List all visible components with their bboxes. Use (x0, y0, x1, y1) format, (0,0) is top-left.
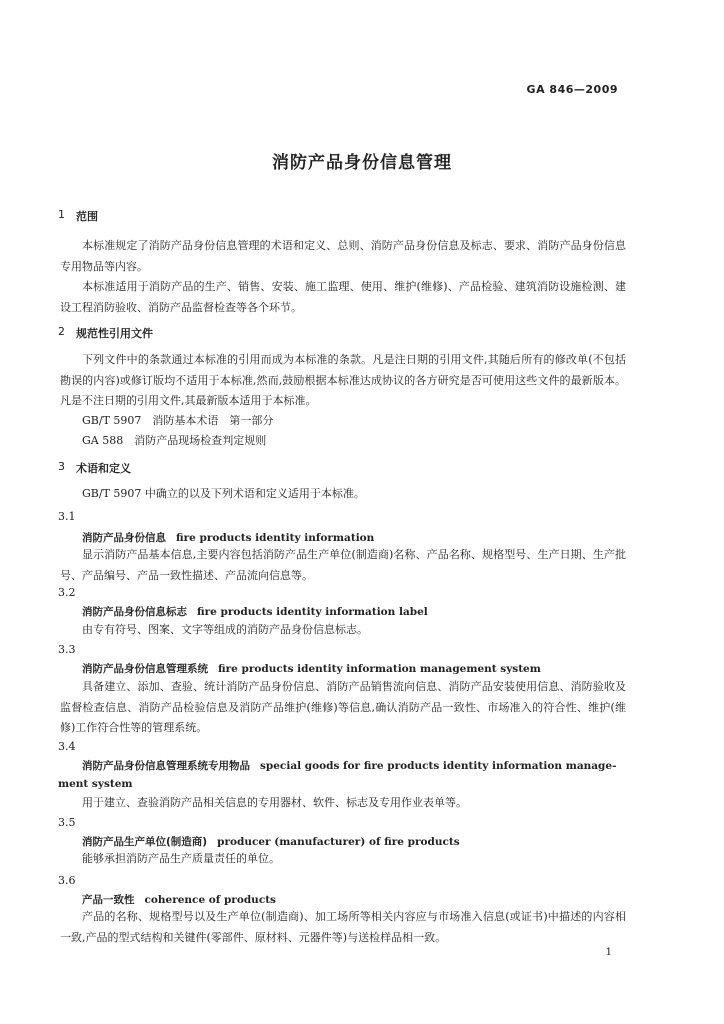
section-3-heading: 术语和定义 (76, 462, 131, 475)
term-3-1-en: fire products identity information (176, 532, 375, 544)
term-3-6-definition: 产品的名称、规格型号以及生产单位(制造商)、加工场所等相关内容应与市场准入信息(或证书)中描述的内容相一致,产品的型式结构和关键件(零部件、原材料、元器件等)与送检样品相一致。 (60, 910, 626, 944)
term-3-2-zh: 消防产品身份信息标志 (82, 606, 187, 618)
term-3-6-title (82, 892, 276, 907)
term-3-5-zh: 消防产品生产单位(制造商) (82, 836, 208, 848)
term-3-3-zh: 消防产品身份信息管理系统 (82, 663, 208, 675)
term-3-4-en-continued: ment system (58, 778, 133, 790)
term-3-5-definition: 能够承担消防产品生产质量责任的单位。 (82, 852, 280, 865)
term-3-1-zh: 消防产品身份信息 (82, 532, 166, 544)
term-3-3-en: fire products identity information management system (218, 663, 541, 675)
section-1-heading: 范围 (76, 210, 98, 223)
term-3-3-title (82, 661, 541, 676)
section-1-paragraph-1: 本标准规定了消防产品身份信息管理的术语和定义、总则、消防产品身份信息及标志、要求、消防产品身份信息专用物品等内容。 (60, 239, 626, 273)
normative-reference-1: GB/T 5907 消防基本术语 第一部分 (82, 414, 274, 427)
term-3-5-title (82, 834, 460, 849)
document-title: 消防产品身份信息管理 (272, 153, 452, 173)
term-3-5-number: 3.5 (58, 816, 76, 829)
term-3-4-en: special goods for fire products identity information manage- (260, 760, 617, 772)
section-2-paragraph: 下列文件中的条款通过本标准的引用而成为本标准的条款。凡是注日期的引用文件,其随后所有的修改单(不包括勘误的内容)或修订版均不适用于本标准,然而,鼓励根据本标准达成协议的各方研究是否可使用这些文件的最新版本。凡是不注日期的引用文件,其最新版本适用于本标准。 (60, 353, 626, 407)
normative-reference-2: GA 588 消防产品现场检查判定规则 (82, 434, 267, 447)
term-3-6-en: coherence of products (144, 894, 276, 906)
term-3-5-en: producer (manufacturer) of fire products (217, 836, 460, 848)
term-3-4-zh: 消防产品身份信息管理系统专用物品 (82, 760, 250, 772)
term-3-2-number: 3.2 (58, 586, 76, 599)
term-3-4-number: 3.4 (58, 740, 76, 753)
section-2-number: 2 (58, 325, 65, 338)
term-3-1-definition: 显示消防产品基本信息,主要内容包括消防产品生产单位(制造商)名称、产品名称、规格型号、生产日期、生产批号、产品编号、产品一致性描述、产品流向信息等。 (60, 548, 626, 582)
section-3-number: 3 (58, 460, 65, 473)
page-number: 1 (605, 947, 612, 958)
term-3-1-title (82, 530, 374, 545)
term-3-6-number: 3.6 (58, 874, 76, 887)
section-2-heading: 规范性引用文件 (76, 327, 153, 340)
term-3-6-zh: 产品一致性 (82, 894, 135, 906)
section-3-intro: GB/T 5907 中确立的以及下列术语和定义适用于本标准。 (82, 487, 365, 500)
section-1-paragraph-2: 本标准适用于消防产品的生产、销售、安装、施工监理、使用、维护(维修)、产品检验、建筑消防设施检测、建设工程消防验收、消防产品监督检查等各个环节。 (60, 280, 626, 314)
term-3-2-en: fire products identity information label (197, 606, 428, 618)
term-3-3-number: 3.3 (58, 643, 76, 656)
section-1-number: 1 (58, 208, 65, 221)
standard-number: GA 846—2009 (526, 83, 618, 96)
term-3-2-title (82, 604, 428, 619)
term-3-2-definition: 由专有符号、图案、文字等组成的消防产品身份信息标志。 (82, 623, 368, 636)
term-3-4-title (82, 758, 616, 773)
term-3-3-definition: 具备建立、添加、查验、统计消防产品身份信息、消防产品销售流向信息、消防产品安装使用信息、消防验收及监督检查信息、消防产品检验信息及消防产品维护(维修)等信息,确认消防产品一致性、市场准入的符合性、维护(维修)工作符合性等的管理系统。 (60, 680, 626, 734)
term-3-1-number: 3.1 (58, 510, 76, 523)
term-3-4-definition: 用于建立、查验消防产品相关信息的专用器材、软件、标志及专用作业表单等。 (82, 796, 467, 809)
